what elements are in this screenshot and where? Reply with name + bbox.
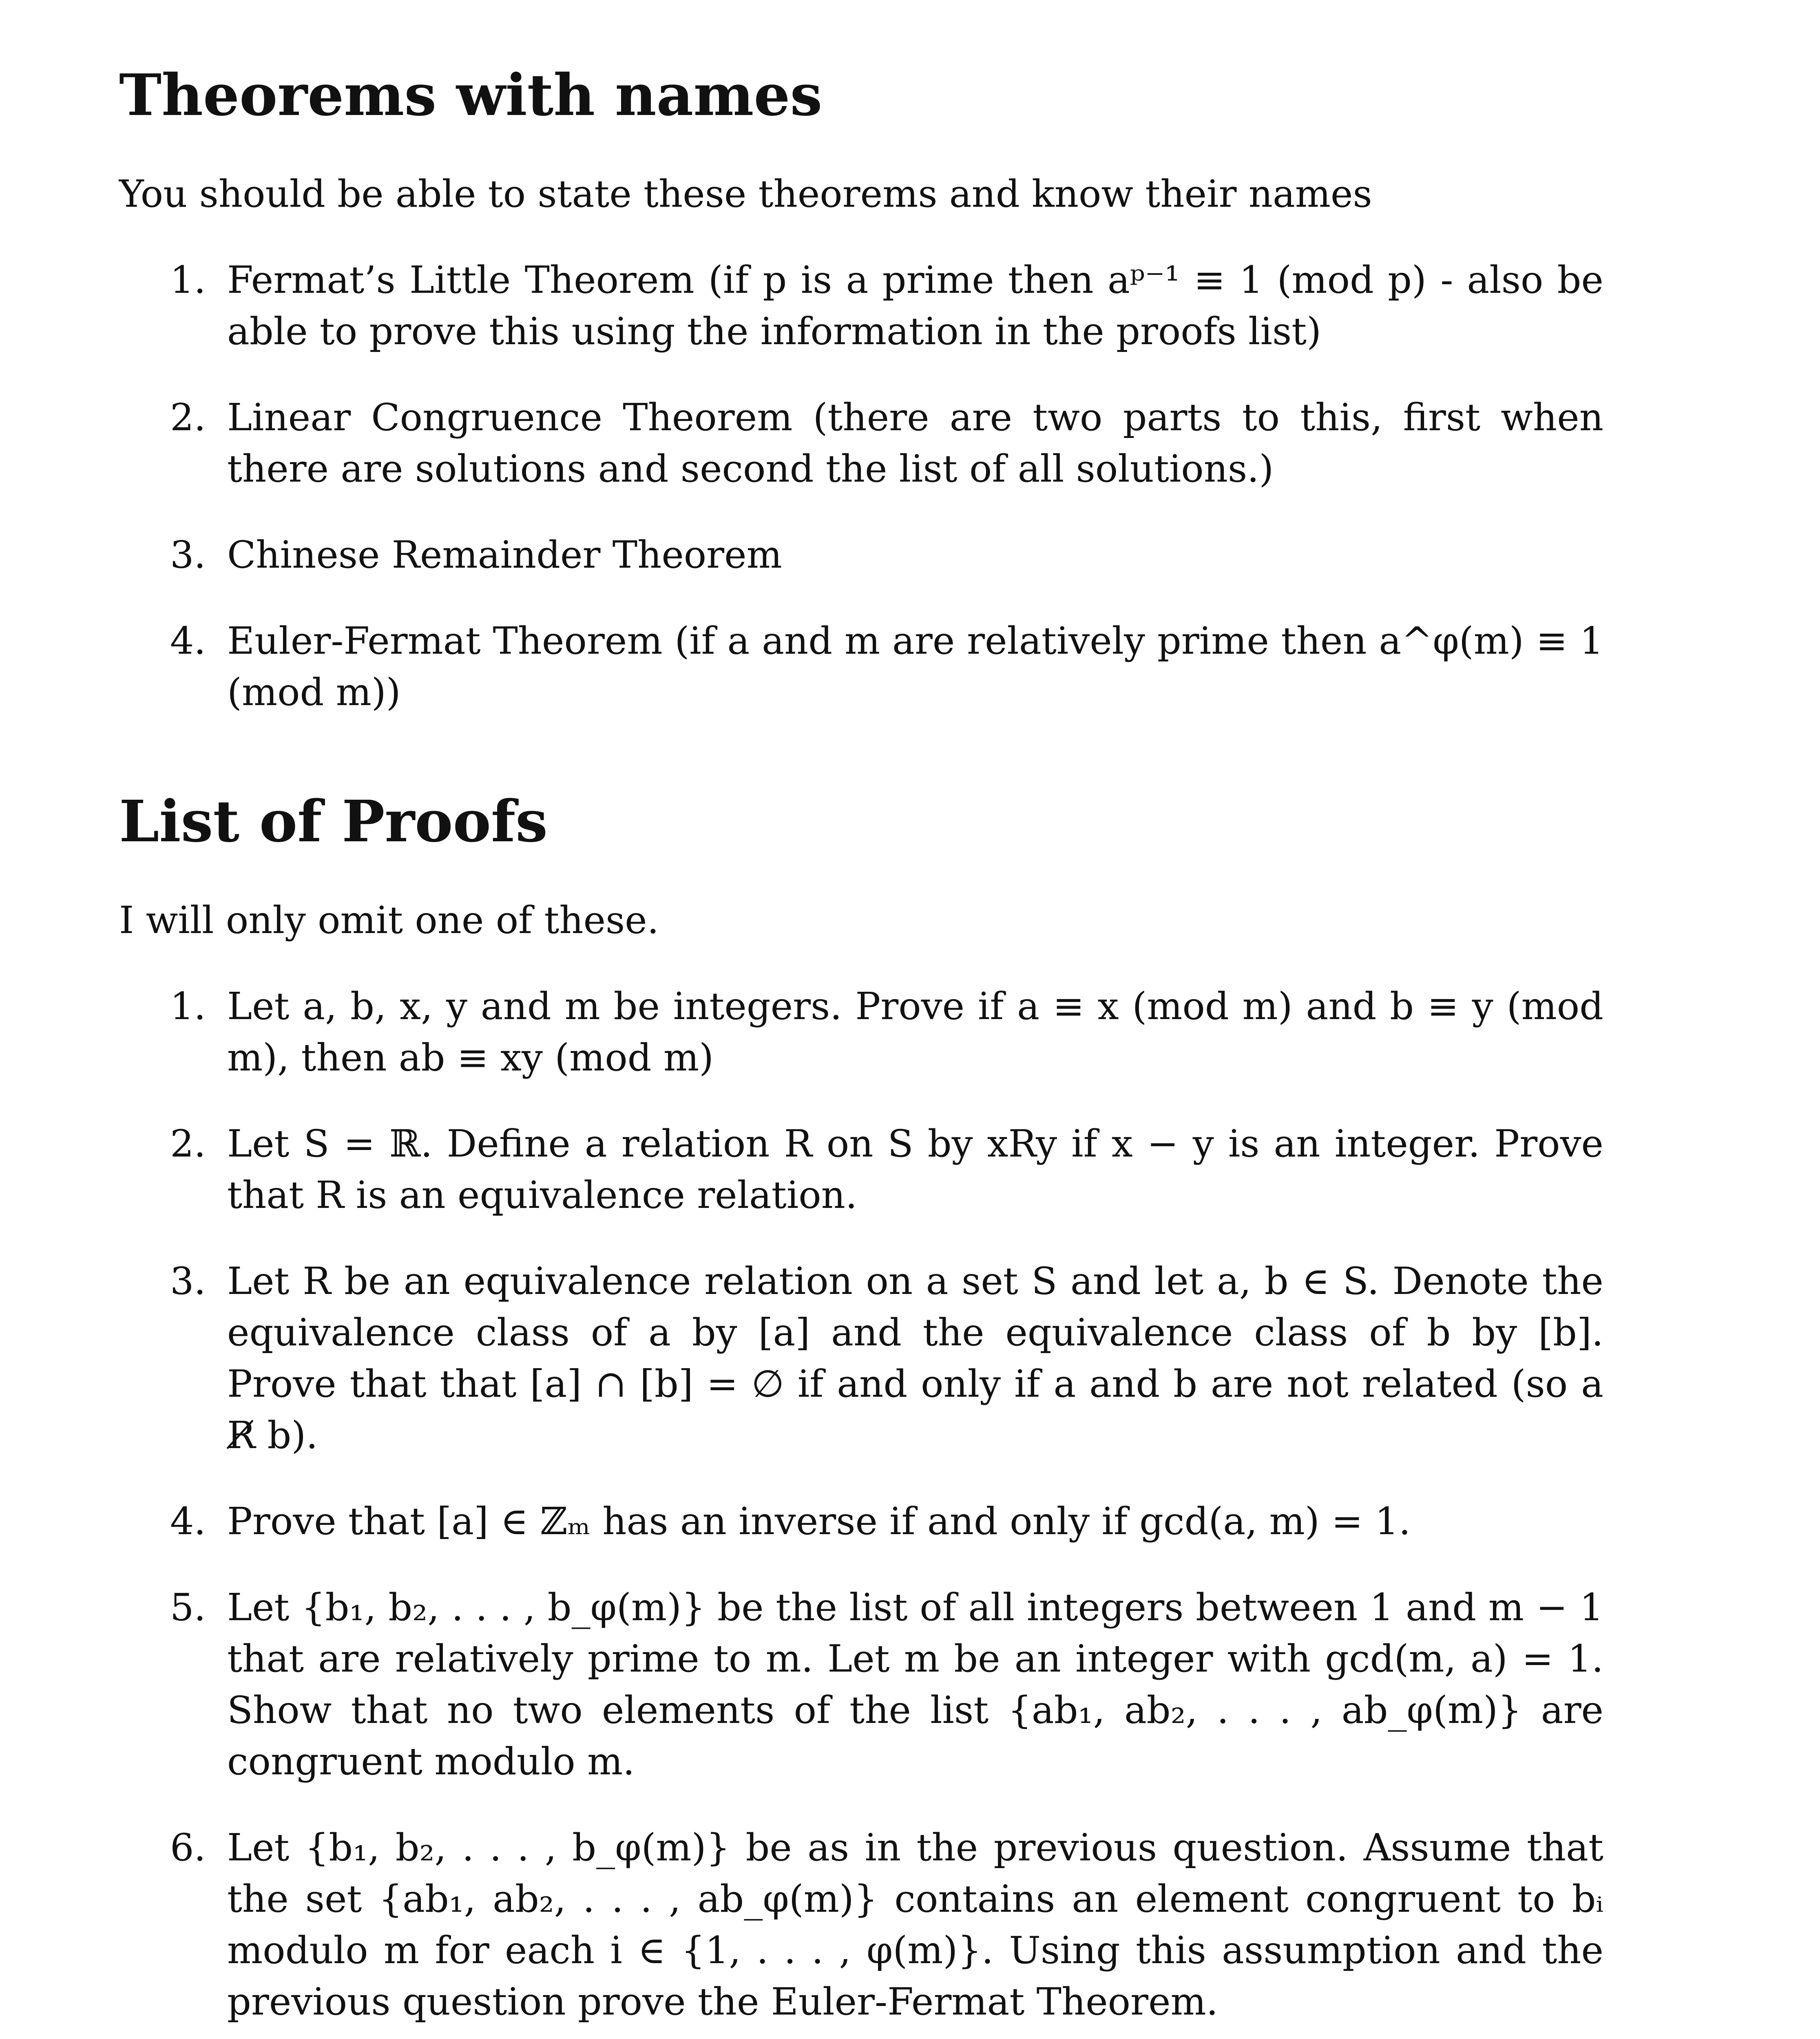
item-number: 6. (170, 1826, 206, 1869)
item-text: Let R be an equivalence relation on a set S and let a, b ∈ S. Denote the equivalence class of a by [a] and the equivalence class of b by [b]. Prove that that [a] ∩ [b] = ∅ if and only if a and b are not related (so a R̸ b). (227, 1259, 1603, 1457)
item-number: 3. (170, 1259, 206, 1303)
section-title-proofs: List of Proofs (119, 788, 548, 855)
item-text: Let {b₁, b₂, . . . , b_φ(m)} be as in the previous question. Assume that the set {ab₁, ab₂, . . . , ab_φ(m)} contains an element congruent to bᵢ modulo m for each i ∈ {1, . . . , φ(m)}. Using this assumption and the previous question prove the Euler-Fermat Theorem. (227, 1826, 1603, 2024)
item-text: Prove that [a] ∈ ℤₘ has an inverse if and only if gcd(a, m) = 1. (227, 1499, 1411, 1543)
item-number: 5. (170, 1586, 206, 1629)
item-number: 3. (170, 533, 206, 577)
item-text: Linear Congruence Theorem (there are two parts to this, first when there are solutions and second the list of all solutions.) (227, 396, 1603, 491)
item-number: 2. (170, 1122, 206, 1165)
list-item (119, 1822, 1603, 2028)
item-text: Chinese Remainder Theorem (227, 533, 782, 577)
item-text: Let S = ℝ. Define a relation R on S by xRy if x − y is an integer. Prove that R is an equivalence relation. (227, 1122, 1603, 1217)
section-title-theorems: Theorems with names (119, 62, 823, 129)
list-item (119, 392, 1603, 495)
theorems-intro: You should be able to state these theorems and know their names (119, 172, 1372, 216)
item-text: Let {b₁, b₂, . . . , b_φ(m)} be the list of all integers between 1 and m − 1 that are relatively prime to m. Let m be an integer with gcd(m, a) = 1. Show that no two elements of the list {ab₁, ab₂, . . . , ab_φ(m)} are congruent modulo m. (227, 1586, 1603, 1783)
item-number: 4. (170, 1499, 206, 1543)
list-item (119, 1496, 1603, 1547)
item-text: Fermat’s Little Theorem (if p is a prime then aᵖ⁻¹ ≡ 1 (mod p) - also be able to prove this using the information in the proofs list) (227, 258, 1603, 353)
list-item (119, 1582, 1603, 1787)
list-item (119, 981, 1603, 1084)
item-number: 1. (170, 984, 206, 1028)
document-page (119, 61, 1603, 2039)
item-text: Euler-Fermat Theorem (if a and m are relatively prime then a^φ(m) ≡ 1 (mod m)) (227, 619, 1603, 714)
list-item (119, 615, 1603, 718)
list-item (119, 254, 1603, 357)
item-number: 1. (170, 258, 206, 302)
proofs-intro: I will only omit one of these. (119, 898, 659, 942)
list-item (119, 529, 1603, 581)
item-number: 4. (170, 619, 206, 663)
list-item (119, 1118, 1603, 1221)
item-number: 2. (170, 396, 206, 439)
proofs-list (119, 981, 1603, 2039)
item-text: Let a, b, x, y and m be integers. Prove if a ≡ x (mod m) and b ≡ y (mod m), then ab ≡ xy (mod m) (227, 984, 1603, 1079)
list-item (119, 1256, 1603, 1461)
theorems-list (119, 254, 1603, 718)
